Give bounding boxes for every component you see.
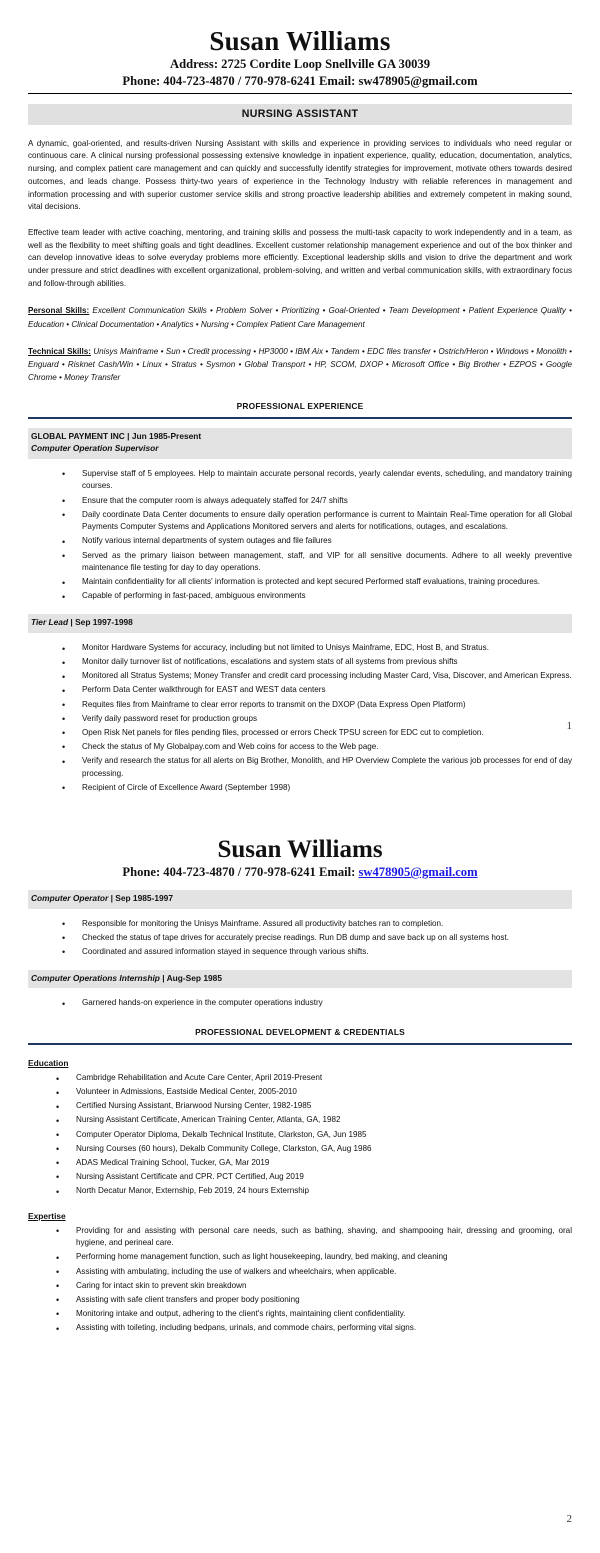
- job-date-line: | Aug-Sep 1985: [159, 972, 222, 983]
- experience-section-heading: PROFESSIONAL EXPERIENCE: [236, 400, 364, 411]
- list-item: • North Decatur Manor, Externship, Feb 2019, 24 hours Externship: [56, 1185, 572, 1198]
- job-company-line: GLOBAL PAYMENT INC | Jun 1985-Present: [31, 430, 202, 441]
- page-number-2: 2: [566, 1513, 572, 1525]
- expertise-list: [28, 1225, 572, 1335]
- list-item: • Responsible for monitoring the Unisys Mainframe. Assured all productivity batches ran to completion.: [62, 918, 572, 931]
- list-item: • Computer Operator Diploma, Dekalb Technical Institute, Clarkston, GA, Jun 1985: [56, 1129, 572, 1142]
- candidate-name: Susan Williams: [217, 836, 383, 863]
- list-item: • Cambridge Rehabilitation and Acute Care Center, April 2019-Present: [56, 1072, 572, 1085]
- experience-section-divider: [28, 417, 572, 419]
- page-number-1: 1: [566, 720, 572, 732]
- summary-paragraph-1: A dynamic, goal-oriented, and results-driven Nursing Assistant with skills and experience in providing services to individuals who need regular or continuous care. A clinical nursing professional possessing extensive knowledge in inpatient experience, quality, education, documentation, analytics, nursing, and complex patient care management and can quickly and successfully identify strategies for improvement, motivate others towards desired outcomes, and leads change. Possess thirty-two years of experience in the Technology Industry with reliable references in management and information processing and with superior customer service skills and strong proactive leadership abilities and extremely competent in making sound, vital decisions.: [28, 138, 572, 212]
- list-item: • Assisting with toileting, including bedpans, urinals, and commode chairs, performing vital signs.: [56, 1322, 572, 1335]
- job-role-line: Computer Operation Supervisor: [31, 442, 159, 453]
- technical-skills-value: Unisys Mainframe • Sun • Credit processing • HP3000 • IBM Aix • Tandem • EDC files transfer • Ostrich/Heron • Windows • Monolith • Enguard • Risknet Cash/Win • Linux • Stratus • Sysmon • Global Transport • HP, SCOM, DXOP • Microsoft Office • Big Brother • EZPOS • Google Chrome • Money Transfer: [28, 346, 572, 382]
- personal-skills: [28, 304, 572, 330]
- list-item: • Monitor daily turnover list of notifications, escalations and system stats of all systems from previous shifts: [62, 656, 572, 669]
- list-item: • Nursing Courses (60 hours), Dekalb Community College, Clarkston, GA, Aug 1986: [56, 1143, 572, 1156]
- page-1-header: [28, 26, 572, 94]
- list-item: • Volunteer in Admissions, Eastside Medical Center, 2005-2010: [56, 1086, 572, 1099]
- technical-skills: [28, 345, 572, 384]
- email-text: sw478905@gmail.com: [358, 73, 478, 88]
- job-bullets-global-payment: [28, 468, 572, 603]
- list-item: • Served as the primary liaison between management, staff, and VIP for all sensitive documents. Adhere to all weekly preventive maintenance file testing for day to day operations.: [62, 550, 572, 575]
- list-item: • Verify and research the status for all alerts on Big Brother, Monolith, and HP Overview Complete the various job processes for end of day processing.: [62, 755, 572, 780]
- list-item: • Providing for and assisting with personal care needs, such as bathing, shaving, and shampooing hair, dressing and grooming, oral hygiene, and perineal care.: [56, 1225, 572, 1250]
- page-2-header: [28, 836, 572, 881]
- list-item: • Checked the status of tape drives for accurately precise readings. Run DB dump and save back up on all systems host.: [62, 932, 572, 945]
- list-item: • Performing home management function, such as light housekeeping, laundry, bed making, and cleaning: [56, 1251, 572, 1264]
- job-title-band: NURSING ASSISTANT: [28, 104, 572, 125]
- address-line: Address: 2725 Cordite Loop Snellville GA 30039: [169, 57, 431, 72]
- list-item: • ADAS Medical Training School, Tucker, GA, Mar 2019: [56, 1157, 572, 1170]
- personal-skills-label: Personal Skills:: [28, 306, 90, 316]
- job-bullets-internship: [28, 997, 572, 1010]
- list-item: • Capable of performing in fast-paced, ambiguous environments: [62, 590, 572, 603]
- job-role-line: Tier Lead: [31, 617, 69, 628]
- education-list: [28, 1072, 572, 1198]
- job-date-line: | Sep 1985-1997: [108, 892, 173, 903]
- contact-line: [28, 864, 572, 881]
- job-bullets-computer-operator: [28, 918, 572, 959]
- job-band-global-payment: [28, 428, 572, 459]
- list-item: • Check the status of My Globalpay.com and Web coins for access to the Web page.: [62, 741, 572, 754]
- resume-page-2: [0, 776, 600, 1553]
- list-item: • Maintain confidentiality for all clients' information is protected and kept secured Performed staff evaluations, training procedures.: [62, 576, 572, 589]
- list-item: • Nursing Assistant Certificate and CPR. PCT Certified, Aug 2019: [56, 1171, 572, 1184]
- contact-line: [28, 73, 572, 90]
- header-divider: [28, 93, 572, 94]
- list-item: • Monitoring intake and output, adhering to the client's rights, maintaining client confidentiality.: [56, 1308, 572, 1321]
- phone-email-text: Phone: 404-723-4870 / 770-978-6241 Email:: [122, 865, 359, 879]
- development-section-divider: [28, 1043, 572, 1045]
- personal-skills-value: Excellent Communication Skills • Problem Solver • Prioritizing • Goal-Oriented • Team Development • Patient Experience Quality • Education • Clinical Documentation • Analytics • Nursing • Complex Patient Care Management: [28, 306, 572, 329]
- expertise-heading: Expertise: [28, 1210, 66, 1221]
- job-date-line: | Sep 1997-1998: [68, 617, 133, 628]
- list-item: • Open Risk Net panels for files pending files, processed or errors Check TPSU screen for EDC cut to completion.: [62, 727, 572, 740]
- job-band-internship: [28, 970, 572, 989]
- phone-email-text: Phone: 404-723-4870 / 770-978-6241 Email:: [122, 73, 359, 88]
- email-link[interactable]: sw478905@gmail.com: [358, 865, 478, 879]
- list-item: • Nursing Assistant Certificate, American Training Center, Atlanta, GA, 1982: [56, 1114, 572, 1127]
- job-role-line: Computer Operator: [31, 892, 109, 903]
- list-item: • Certified Nursing Assistant, Briarwood Nursing Center, 1982-1985: [56, 1100, 572, 1113]
- job-role-line: Computer Operations Internship: [31, 972, 160, 983]
- list-item: • Ensure that the computer room is always adequately staffed for 24/7 shifts: [62, 495, 572, 508]
- candidate-name: Susan Williams: [209, 26, 391, 56]
- list-item: • Supervise staff of 5 employees. Help to maintain accurate personal records, yearly calendar events, scheduling, and mandatory training courses.: [62, 468, 572, 493]
- list-item: • Perform Data Center walkthrough for EAST and WEST data centers: [62, 684, 572, 697]
- list-item: • Caring for intact skin to prevent skin breakdown: [56, 1280, 572, 1293]
- list-item: • Requites files from Mainframe to clear error reports to transmit on the DXOP (Data Express Open Platform): [62, 699, 572, 712]
- list-item: • Monitor Hardware Systems for accuracy, including but not limited to Unisys Mainframe, EDC, Host B, and Stratus.: [62, 642, 572, 655]
- list-item: • Verify daily password reset for production groups: [62, 713, 572, 726]
- summary-paragraph-2: Effective team leader with active coaching, mentoring, and training skills and possess the multi-task capacity to work independently and in a team, as well as the flexibility to meet shifting goals and tight deadlines. Excellent customer relationship management experience and out of the box thinker and can develop innovative ideas to solve everyday problems more efficiently. Exceptional leadership skills and vision to drive the department and work under pressure and strict deadlines with excellent organizational, problem-solving, and written and verbal communication skills, with extraordinary focus and follow-through abilities.: [28, 227, 572, 288]
- list-item: • Daily coordinate Data Center documents to ensure daily operation performance is current to Maintain Real-Time operation for all Global Payments Computer Systems and Applications Monitored servers and alerts for notifications, outages, and escalations.: [62, 509, 572, 534]
- development-section-heading: PROFESSIONAL DEVELOPMENT & CREDENTIALS: [195, 1027, 405, 1038]
- list-item: • Garnered hands-on experience in the computer operations industry: [62, 997, 572, 1010]
- job-band-computer-operator: [28, 890, 572, 909]
- list-item: • Coordinated and assured information stayed in sequence through various shifts.: [62, 946, 572, 959]
- technical-skills-label: Technical Skills:: [28, 346, 91, 356]
- education-heading: Education: [28, 1058, 69, 1069]
- job-band-tier-lead: [28, 614, 572, 633]
- list-item: • Monitored all Stratus Systems; Money Transfer and credit card processing including Master Card, Visa, Discover, and American Express.: [62, 670, 572, 683]
- job-bullets-tier-lead: [28, 642, 572, 794]
- list-item: • Recipient of Circle of Excellence Award (September 1998): [62, 782, 572, 795]
- list-item: • Assisting with safe client transfers and proper body positioning: [56, 1294, 572, 1307]
- list-item: • Assisting with ambulating, including the use of walkers and wheelchairs, when applicable.: [56, 1266, 572, 1279]
- list-item: • Notify various internal departments of system outages and file failures: [62, 535, 572, 548]
